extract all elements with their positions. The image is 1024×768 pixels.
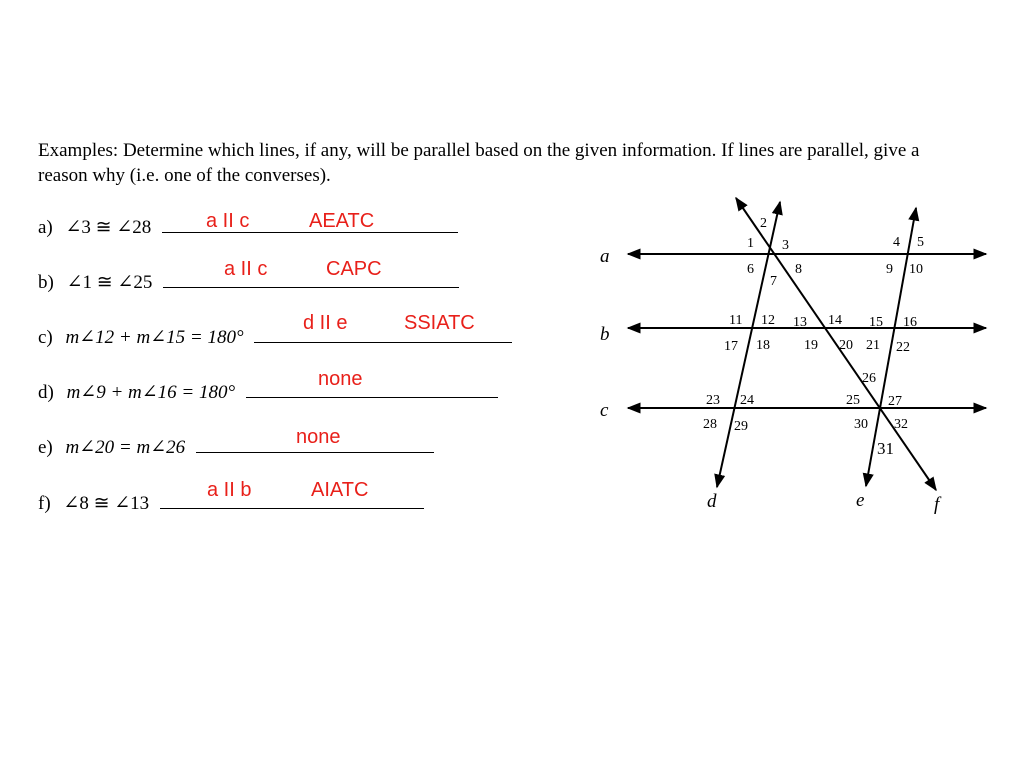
question-expression: m∠12 + m∠15 = 180° <box>65 327 244 348</box>
angle-label-19: 19 <box>804 338 818 353</box>
answer-d-lines: none <box>318 368 363 390</box>
label-line-e: e <box>856 490 865 511</box>
angle-label-21: 21 <box>866 338 880 353</box>
answer-f-lines: a II b <box>207 479 252 501</box>
question-label: c) <box>38 327 53 348</box>
angle-label-29: 29 <box>734 419 748 434</box>
answer-a-lines: a II c <box>206 210 250 232</box>
angle-label-7: 7 <box>770 274 777 289</box>
angle-label-28: 28 <box>703 417 717 432</box>
instructions-text: Examples: Determine which lines, if any, will be parallel based on the given information. If lines are parallel, give a reason why (i.e. one of the converses). <box>38 140 920 186</box>
angle-label-32: 32 <box>894 417 908 432</box>
angle-label-31: 31 <box>877 439 894 458</box>
label-line-f: f <box>934 494 940 515</box>
angle-label-5: 5 <box>917 235 924 250</box>
label-line-a: a <box>600 246 610 267</box>
answer-a-reason: AEATC <box>309 210 375 232</box>
answer-c-lines: d II e <box>303 312 348 334</box>
angle-label-27: 27 <box>888 394 902 409</box>
angle-label-3: 3 <box>782 238 789 253</box>
angle-label-9: 9 <box>886 262 893 277</box>
question-label: f) <box>38 493 51 514</box>
angle-label-12: 12 <box>761 313 775 328</box>
angle-label-6: 6 <box>747 262 754 277</box>
question-label: a) <box>38 217 53 238</box>
label-line-d: d <box>707 491 717 512</box>
question-expression: ∠3 ≅ ∠28 <box>65 217 152 238</box>
question-expression: m∠9 + m∠16 = 180° <box>66 382 236 403</box>
answer-blank <box>163 271 459 288</box>
label-line-c: c <box>600 400 609 421</box>
parallel-lines-figure <box>580 185 1020 525</box>
angle-label-24: 24 <box>740 393 754 408</box>
answer-b-reason: CAPC <box>326 258 382 280</box>
answer-c-reason: SSIATC <box>404 312 475 334</box>
angle-label-22: 22 <box>896 340 910 355</box>
angle-label-30: 30 <box>854 417 868 432</box>
angle-label-11: 11 <box>729 313 743 328</box>
angle-label-20: 20 <box>839 338 853 353</box>
angle-label-1: 1 <box>747 236 754 251</box>
question-expression: ∠1 ≅ ∠25 <box>66 272 153 293</box>
angle-label-18: 18 <box>756 338 770 353</box>
question-label: b) <box>38 272 54 293</box>
angle-label-25: 25 <box>846 393 860 408</box>
answer-e-lines: none <box>296 426 341 448</box>
angle-label-8: 8 <box>795 262 802 277</box>
angle-label-4: 4 <box>893 235 900 250</box>
question-e <box>38 436 434 459</box>
angle-label-26: 26 <box>862 371 876 386</box>
angle-label-15: 15 <box>869 315 883 330</box>
angle-label-2: 2 <box>760 216 767 231</box>
question-d <box>38 381 498 404</box>
label-line-b: b <box>600 324 610 345</box>
angle-label-10: 10 <box>909 262 923 277</box>
question-label: d) <box>38 382 54 403</box>
angle-label-13: 13 <box>793 315 807 330</box>
answer-blank <box>246 381 498 398</box>
question-expression: m∠20 = m∠26 <box>65 437 186 458</box>
angle-label-14: 14 <box>828 313 842 328</box>
angle-label-16: 16 <box>903 315 917 330</box>
answer-blank <box>160 492 424 509</box>
answer-f-reason: AIATC <box>311 479 369 501</box>
question-label: e) <box>38 437 53 458</box>
answer-b-lines: a II c <box>224 258 268 280</box>
angle-label-23: 23 <box>706 393 720 408</box>
angle-label-17: 17 <box>724 339 738 354</box>
question-expression: ∠8 ≅ ∠13 <box>63 493 150 514</box>
